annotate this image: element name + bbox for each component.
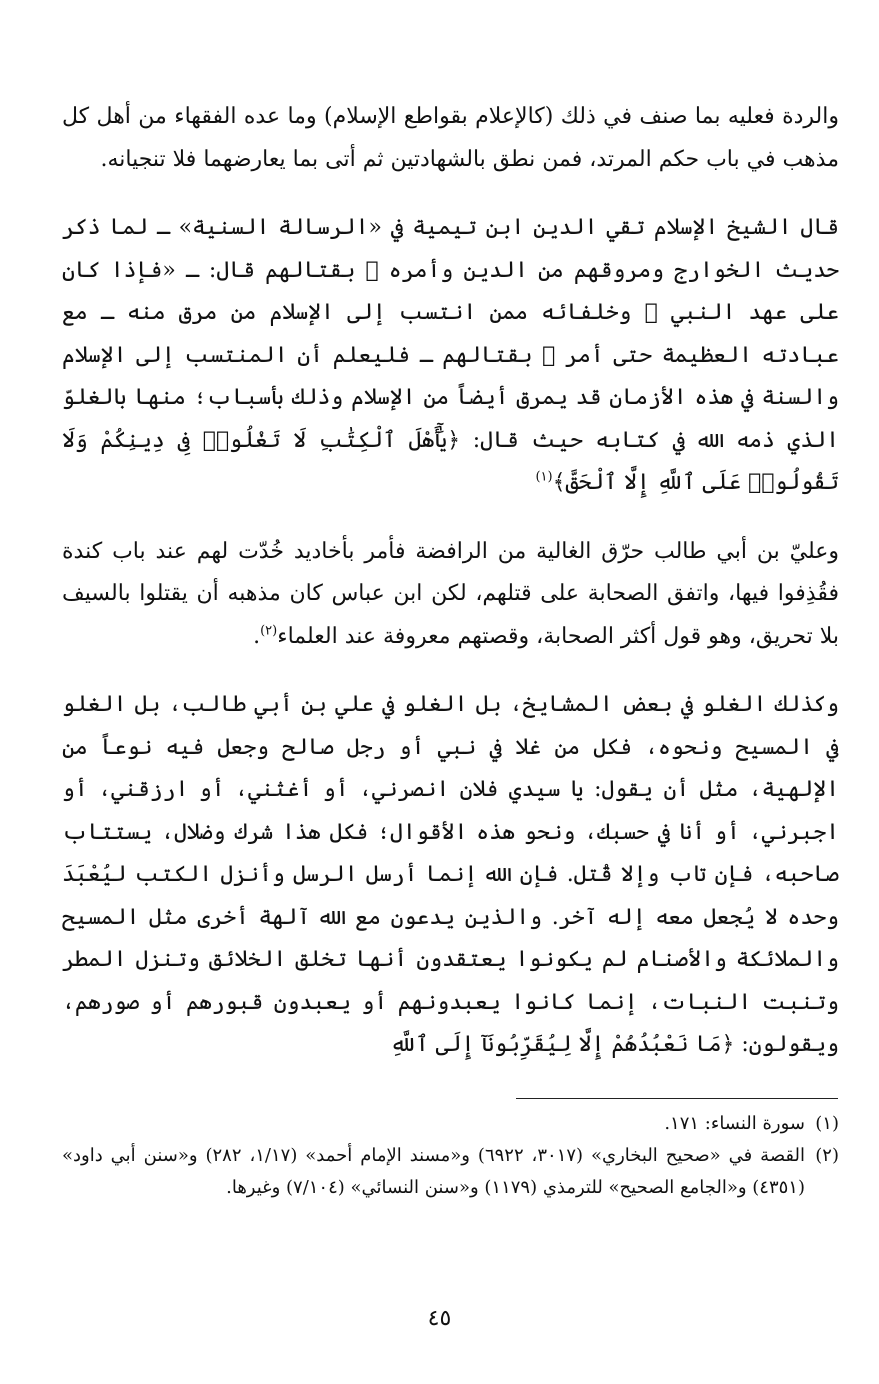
footnote-divider <box>516 1098 838 1099</box>
paragraph-3-text: وعليّ بن أبي طالب حرّق الغالية من الرافضة فأمر بأخاديد خُدّت لهم عند باب كندة فقُذِفوا فيها، واتفق الصحابة على قتلهم، لكن ابن عباس كان مذهبه أن يقتلوا بالسيف بلا تحريق، وهو قول أكثر الصحابة، وقصتهم معروفة عند العلماء <box>62 538 839 649</box>
footnote-ref-2[interactable]: (٢) <box>260 623 278 639</box>
footnotes <box>62 1108 839 1204</box>
main-text <box>62 96 839 1093</box>
paragraph-1-text: والردة فعليه بما صنف في ذلك (كالإعلام بقواطع الإسلام) وما عده الفقهاء من أهل كل مذهب في باب حكم المرتد، فمن نطق بالشهادتين ثم أتى بما يعارضهما فلا تنجيانه. <box>62 104 839 172</box>
footnote-2-text: القصة في «صحيح البخاري» (٣٠١٧، ٦٩٢٢) و«مسند الإمام أحمد» (١/١٧، ٢٨٢) و«سنن أبي داود» (٤٣٥١) و«الجامع الصحيح» للترمذي (١١٧٩) و«سنن النسائي» (٧/١٠٤) وغيرها. <box>62 1145 806 1198</box>
footnote-2-number: (٢) <box>815 1145 839 1166</box>
footnote-1 <box>62 1108 839 1140</box>
paragraph-2 <box>62 207 839 505</box>
paragraph-3: وعليّ بن أبي طالب حرّق الغالية من الرافضة فأمر بأخاديد خُدّت لهم عند باب كندة فقُذِفوا فيها، واتفق الصحابة على قتلهم، لكن ابن عباس كان مذهبه أن يقتلوا بالسيف بلا تحريق، وهو قول أكثر الصحابة، وقصتهم معروفة عند العلماء$^{(٢)}$. <box>62 538 839 649</box>
footnote-1-number: (١) <box>815 1113 839 1134</box>
footnote-ref-1[interactable]: (١) <box>535 469 553 485</box>
paragraph-1 <box>62 96 839 181</box>
paragraph-2-text: قال الشيخ الإسلام تقي الدين ابن تيمية في «الرسالة السنية» ـ لما ذكر حديث الخوارج ومروقهم من الدين وأمره ﷺ بقتالهم قال: ـ «فإذا كان على عهد النبي ﷺ وخلفائه ممن انتسب إلى الإسلام من مرق منه ـ مع عبادته العظيمة حتى أمر ﷺ بقتالهم ـ فليعلم أن المنتسب إلى الإسلام والسنة في هذه الأزمان قد يمرق أيضاً من الإسلام وذلك بأسباب؛ منها بالغلوّ الذي ذمه الله في كتابه حيث قال: ﴿يَٰٓأَهْلَ ٱلْكِتَٰبِ لَا تَغْلُوا۟ فِى دِينِكُمْ وَلَا تَقُولُوا۟ عَلَى ٱللَّهِ إِلَّا ٱلْحَقَّ﴾ <box>62 215 839 495</box>
page-number: ٤٥ <box>427 1306 452 1331</box>
paragraph-4 <box>62 684 839 1067</box>
footnote-1-text: سورة النساء: ١٧١. <box>664 1113 805 1134</box>
footnote-2 <box>62 1140 839 1204</box>
paragraph-4-text: وكذلك الغلو في بعض المشايخ، بل الغلو في علي بن أبي طالب، بل الغلو في المسيح ونحوه، فكل من غلا في نبي أو رجل صالح وجعل فيه نوعاً من الإلهية، مثل أن يقول: يا سيدي فلان انصرني، أو أغثني، أو ارزقني، أو اجبرني، أو أنا في حسبك، ونحو هذه الأقوال؛ فكل هذا شرك وضلال، يستتاب صاحبه، فإن تاب وإلا قُتل. فإن الله إنما أرسل الرسل وأنزل الكتب ليُعْبَدَ وحده لا يُجعل معه إله آخر. والذين يدعون مع الله آلهة أخرى مثل المسيح والملائكة والأصنام لم يكونوا يعتقدون أنها تخلق الخلائق وتنزل المطر وتنبت النبات، إنما كانوا يعبدونهم أو يعبدون قبورهم أو صورهم، ويقولون: ﴿مَا نَعْبُدُهُمْ إِلَّا لِيُقَرِّبُونَآ إِلَى ٱللَّهِ <box>62 692 839 1057</box>
